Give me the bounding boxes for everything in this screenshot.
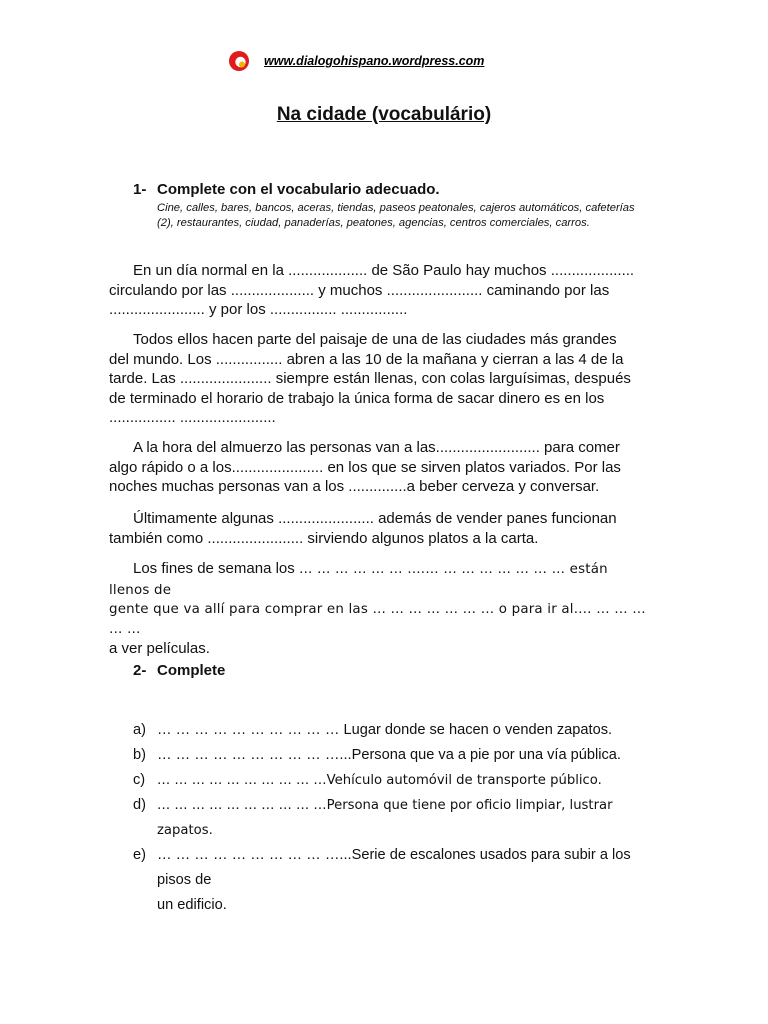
text-line: tarde. Las ...................... siempre están llenas, con colas larguísimas, después xyxy=(109,370,631,387)
text-line: noches muchas personas van a los ..............a beber cerveza y conversar. xyxy=(109,478,600,495)
section-number: 2- xyxy=(133,662,147,679)
item-text-group xyxy=(157,843,653,918)
item-label: e) xyxy=(133,847,146,863)
word-bank-line: Cine, calles, bares, bancos, aceras, tiendas, paseos peatonales, cajeros automáticos, cafeterías xyxy=(157,202,635,214)
list-item xyxy=(133,743,653,768)
text-segment: Los fines de semana los xyxy=(133,560,299,577)
section-heading-text: Complete xyxy=(157,662,226,679)
section-1 xyxy=(133,181,663,230)
text-line: Todos ellos hacen parte del paisaje de una de las ciudades más grandes xyxy=(133,331,617,348)
text-segment: … … … … … … ….… … … … … … … … están llenos de xyxy=(109,562,608,598)
list-item xyxy=(133,768,653,793)
text-line: gente que va allí para comprar en las … … … … … … … o para ir al.… … … … … … xyxy=(109,602,646,637)
dialogo-hispano-logo-icon xyxy=(228,50,250,72)
item-label: b) xyxy=(133,747,146,763)
website-url[interactable]: www.dialogohispano.wordpress.com xyxy=(264,54,485,68)
text-line: a ver películas. xyxy=(109,640,210,657)
text-line: ....................... y por los ................ ................ xyxy=(109,301,408,318)
word-bank-line: (2), restaurantes, ciudad, panaderías, peatones, agencias, centros comerciales, carros. xyxy=(157,216,590,229)
text-line: también como ....................... sirviendo algunos platos a la carta. xyxy=(109,529,539,547)
text-line: ................ ....................... xyxy=(109,409,276,426)
paragraph-4 xyxy=(109,509,649,548)
list-item xyxy=(133,793,653,843)
text-line: En un día normal en la ................... de São Paulo hay muchos .................... xyxy=(133,262,635,279)
text-line: de terminado el horario de trabajo la única forma de sacar dinero es en los xyxy=(109,389,605,407)
item-label: c) xyxy=(133,772,146,788)
definitions-list xyxy=(133,718,653,918)
item-text: … … … … … … … … … …...Persona que va a pie por una vía pública. xyxy=(157,747,621,763)
text-line xyxy=(109,559,649,600)
page-title: Na cidade (vocabulário) xyxy=(276,104,492,125)
section-number: 1- xyxy=(133,181,147,198)
word-bank xyxy=(157,201,663,230)
text-line: Últimamente algunas ....................... además de vender panes funcionan xyxy=(133,510,617,527)
paragraph-3 xyxy=(109,438,649,497)
text-line: A la hora del almuerzo las personas van a las......................... para comer xyxy=(133,439,620,456)
paragraph-2 xyxy=(109,330,649,428)
text-line: del mundo. Los ................ abren a las 10 de la mañana y cierran a las 4 de la xyxy=(109,350,624,368)
list-item xyxy=(133,843,653,918)
list-item xyxy=(133,718,653,743)
item-label: a) xyxy=(133,722,146,738)
item-text: … … … … … … … … … …Persona que tiene por oficio limpiar, lustrar zapatos. xyxy=(157,798,613,838)
section-heading-text: Complete con el vocabulario adecuado. xyxy=(157,181,440,198)
text-line: algo rápido o a los...................... en los que se sirven platos variados. Por las xyxy=(109,458,621,476)
paragraph-5 xyxy=(109,559,649,659)
text-line: circulando por las .................... y muchos ....................... caminando por las xyxy=(109,281,610,299)
item-text: … … … … … … … … … …...Serie de escalones usados para subir a los pisos de xyxy=(157,847,631,888)
item-label: d) xyxy=(133,797,146,813)
item-text: … … … … … … … … … … Lugar donde se hacen o venden zapatos. xyxy=(157,722,613,738)
section-1-heading xyxy=(133,181,663,198)
item-text: … … … … … … … … … …Vehículo automóvil de transporte público. xyxy=(157,773,602,788)
page-header xyxy=(228,48,484,74)
section-2-heading xyxy=(133,662,225,679)
paragraph-1 xyxy=(109,261,649,320)
item-text: un edificio. xyxy=(157,897,227,913)
